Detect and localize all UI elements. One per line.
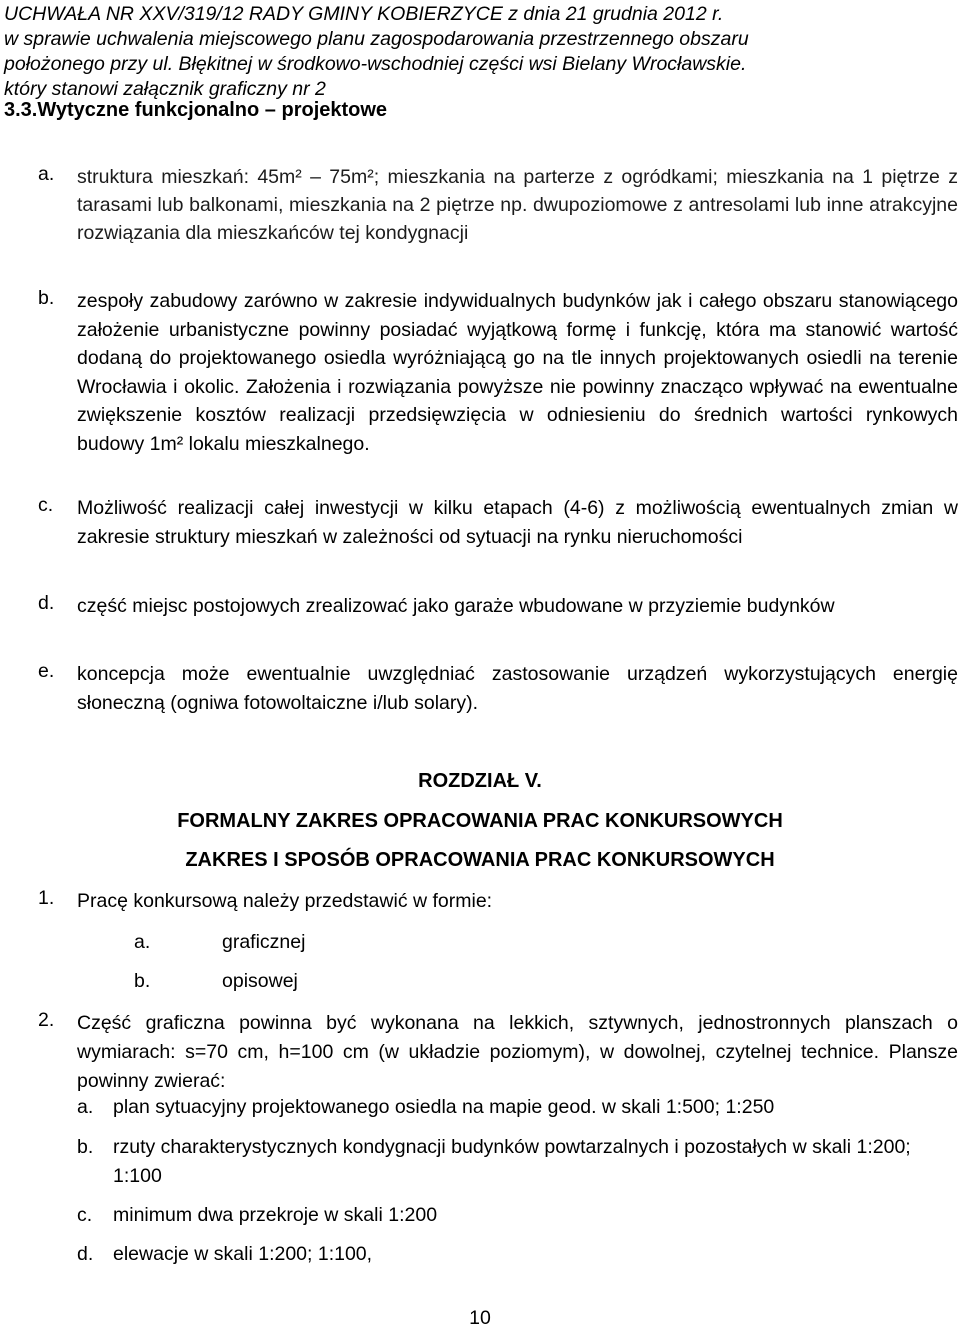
- sub-text: rzuty charakterystycznych kondygnacji budynków powtarzalnych i pozostałych w skali 1:200; 1:100: [113, 1136, 911, 1187]
- item-text: struktura mieszkań: 45m² – 75m²; mieszkania na parterze z ogródkami; mieszkania na 1 piętrze z tarasami lub balkonami, mieszkania na 2 piętrze np. dwupoziomowe z antresolami lub inne atrakcyjne rozwiązania dla mieszkańców tej kondygnacji: [77, 166, 958, 244]
- resolution-header: [4, 2, 952, 102]
- sub-item: [77, 1093, 957, 1122]
- header-line: UCHWAŁA NR XXV/319/12 RADY GMINY KOBIERZYCE z dnia 21 grudnia 2012 r.: [4, 3, 724, 25]
- numbered-point-1: [38, 887, 958, 916]
- sub-marker: a.: [134, 931, 151, 953]
- sub-item: [77, 1240, 957, 1269]
- guideline-item-e: [38, 660, 958, 717]
- sub-marker: b.: [134, 970, 151, 992]
- sub-text: minimum dwa przekroje w skali 1:200: [113, 1204, 438, 1226]
- sub-marker: a.: [77, 1096, 94, 1118]
- sub-item: [77, 1201, 957, 1230]
- sub-item: [134, 928, 305, 957]
- sub-item: [77, 1133, 957, 1191]
- item-marker: b.: [38, 287, 55, 309]
- point-marker: 2.: [38, 1009, 55, 1031]
- point-marker: 1.: [38, 887, 55, 909]
- guideline-item-d: [38, 592, 958, 621]
- header-line: który stanowi załącznik graficzny nr 2: [4, 78, 326, 100]
- section-heading: 3.3.Wytyczne funkcjonalno – projektowe: [4, 99, 388, 121]
- guideline-item-a: [38, 163, 958, 247]
- item-marker: e.: [38, 660, 55, 682]
- item-text: Możliwość realizacji całej inwestycji w kilku etapach (4-6) z możliwością ewentualnych zmian w zakresie struktury mieszkań w zależności od sytuacji na rynku nieruchomości: [77, 497, 958, 548]
- guideline-item-c: [38, 494, 958, 551]
- item-text: zespoły zabudowy zarówno w zakresie indywidualnych budynków jak i całego obszaru stanowiącego założenie urbanistyczne powinny posiadać wyjątkową formę i funkcję, która ma stanowić wartość dodaną do projektowanego osiedla wyróżniającą go na tle innych projektowanych osiedli na terenie Wrocławia i okolic. Założenia i rozwiązania powyższe nie powinny znacząco wpływać na ewentualne zwiększenie kosztów realizacji przedsięwzięcia w odniesieniu do średnich wartości rynkowych budowy 1m² lokalu mieszkalnego.: [77, 290, 958, 455]
- point-text: Część graficzna powinna być wykonana na lekkich, sztywnych, jednostronnych planszach o wymiarach: s=70 cm, h=100 cm (w układzie poziomym), w dowolnej, czytelnej technice. Plansze powinny zwierać:: [77, 1012, 958, 1092]
- item-text: część miejsc postojowych zrealizować jako garaże wbudowane w przyziemie budynków: [77, 595, 835, 617]
- header-line: w sprawie uchwalenia miejscowego planu zagospodarowania przestrzennego obszaru: [4, 28, 749, 50]
- sub-item: [134, 967, 298, 996]
- guideline-item-b: [38, 287, 958, 458]
- item-marker: c.: [38, 494, 54, 516]
- sub-marker: c.: [77, 1204, 93, 1226]
- chapter-title: FORMALNY ZAKRES OPRACOWANIA PRAC KONKURSOWYCH: [177, 810, 783, 832]
- numbered-point-2: [38, 1009, 958, 1096]
- page-number: 10: [469, 1307, 491, 1329]
- chapter-number: ROZDZIAŁ V.: [418, 770, 542, 792]
- header-line: położonego przy ul. Błękitnej w środkowo-wschodniej części wsi Bielany Wrocławskie.: [4, 53, 747, 75]
- sub-text: elewacje w skali 1:200; 1:100,: [113, 1243, 373, 1265]
- item-marker: a.: [38, 163, 55, 185]
- sub-text: plan sytuacyjny projektowanego osiedla na mapie geod. w skali 1:500; 1:250: [113, 1096, 775, 1118]
- item-text: koncepcja może ewentualnie uwzględniać zastosowanie urządzeń wykorzystujących energię słoneczną (ogniwa fotowoltaiczne i/lub solary).: [77, 663, 958, 714]
- item-marker: d.: [38, 592, 55, 614]
- sub-marker: b.: [77, 1136, 94, 1158]
- point-text: Pracę konkursową należy przedstawić w formie:: [77, 890, 493, 912]
- sub-text: graficznej: [222, 931, 306, 953]
- sub-text: opisowej: [222, 970, 298, 992]
- sub-marker: d.: [77, 1243, 94, 1265]
- chapter-subtitle: ZAKRES I SPOSÓB OPRACOWANIA PRAC KONKURSOWYCH: [185, 849, 775, 871]
